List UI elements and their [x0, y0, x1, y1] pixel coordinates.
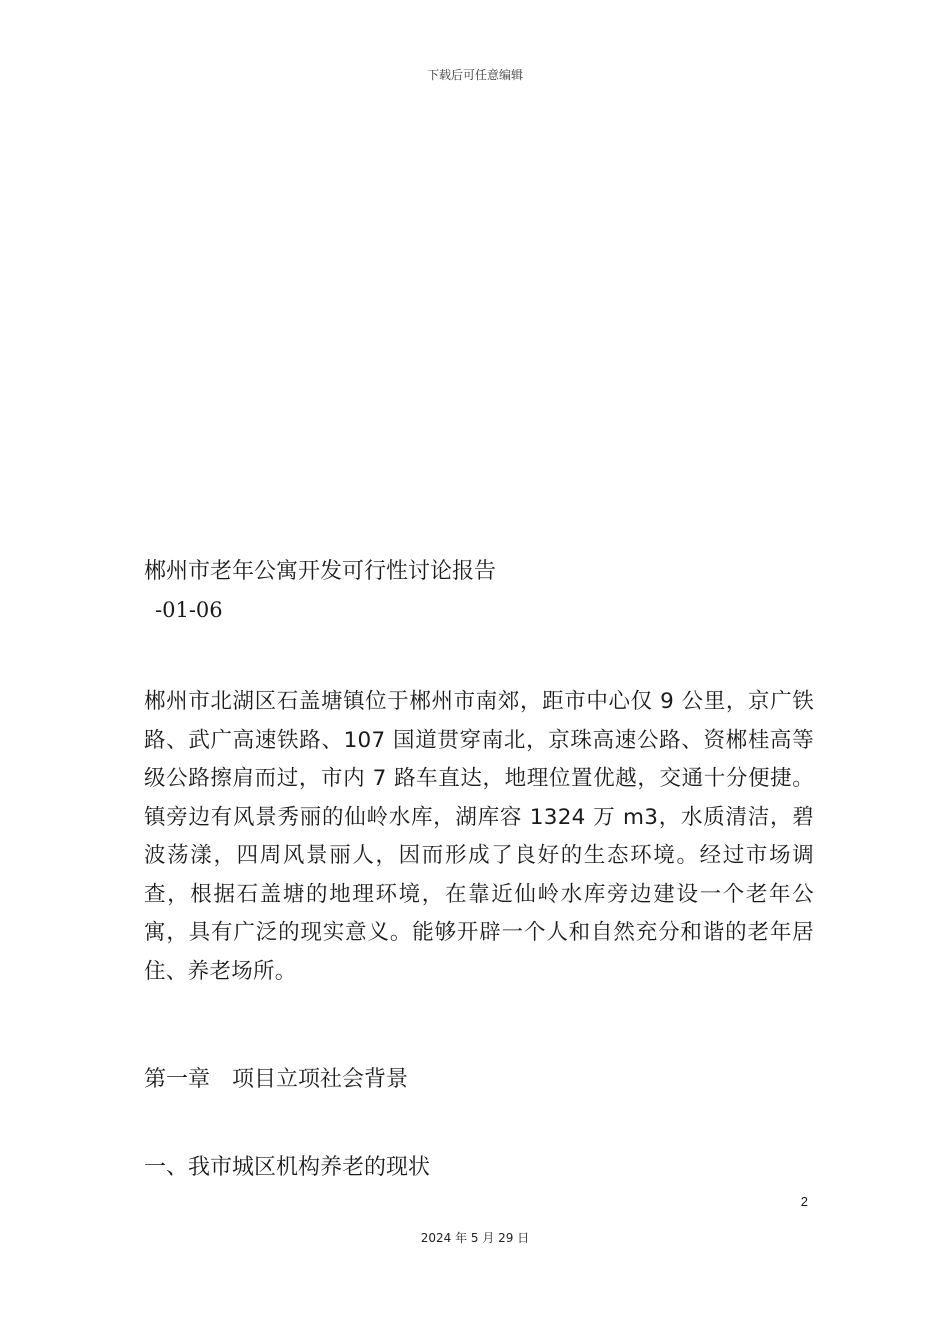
- chapter-heading: 第一章 项目立项社会背景: [144, 1067, 409, 1092]
- section-heading: 一、我市城区机构养老的现状: [144, 1155, 431, 1180]
- header-note: 下载后可任意编辑: [426, 68, 523, 82]
- document-date: -01-06: [155, 598, 223, 622]
- footer-date: 2024 年 5 月 29 日: [420, 1231, 530, 1245]
- document-title: 郴州市老年公寓开发可行性讨论报告: [144, 559, 497, 584]
- page-number: 2: [800, 1194, 808, 1209]
- body-paragraph: 郴州市北湖区石盖塘镇位于郴州市南郊，距市中心仅 9 公里，京广铁路、武广高速铁路、107 国道贯穿南北，京珠高速公路、资郴桂高等级公路擦肩而过，市内 7 路车直达，地理位置优越，交通十分便捷。镇旁边有风景秀丽的仙岭水库，湖库容 1324 万 m3，水质清洁，碧波荡漾，四周风景丽人，因而形成了良好的生态环境。经过市场调查，根据石盖塘的地理环境，在靠近仙岭水库旁边建设一个老年公寓，具有广泛的现实意义。能够开辟一个人和自然充分和谐的老年居住、养老场所。: [144, 689, 814, 984]
